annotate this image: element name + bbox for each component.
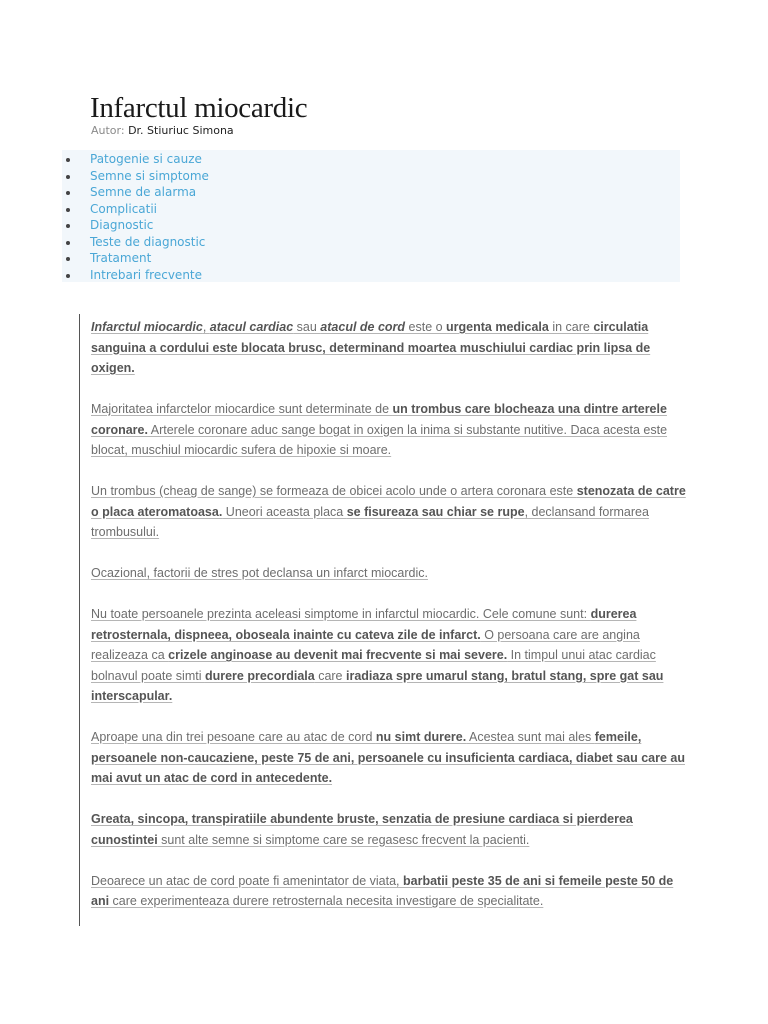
emphasis-run: crizele anginoase au devenit mai frecvente si mai severe. (168, 648, 508, 662)
emphasis-run: femeile, persoanele non-caucaziene, peste 75 de ani, persoanele cu insuficienta cardiaca, diabet sau care au mai avut un atac de cord in antecedente. (91, 730, 685, 785)
text-run: Majoritatea infarctelor miocardice sunt determinate de (91, 402, 393, 416)
text-run: care experimenteaza durere retrosternala necesita investigare de specialitate. (109, 894, 544, 908)
toc-item-label: Diagnostic (90, 218, 154, 232)
text-run: , (202, 320, 210, 334)
emphasis-run: atacul de cord (320, 320, 406, 334)
bullet-icon (66, 274, 70, 278)
emphasis-run: circulatia sanguina a cordului este blocata brusc, determinand moartea muschiului cardiac prin lipsa de oxigen. (91, 320, 651, 375)
toc-item[interactable] (62, 235, 622, 251)
paragraph-link[interactable] (91, 812, 633, 847)
content-left-border (79, 314, 80, 926)
emphasis-run: urgenta medicala (446, 320, 549, 334)
bullet-icon (66, 158, 70, 162)
bullet-icon (66, 257, 70, 261)
table-of-contents (62, 150, 680, 282)
paragraph-link[interactable] (91, 607, 663, 703)
text-run: este o (405, 320, 447, 334)
article-paragraph (91, 809, 687, 850)
toc-item[interactable] (62, 218, 622, 234)
text-run: , declansand formarea trombusului. (91, 504, 649, 539)
bullet-icon (66, 208, 70, 212)
text-run: Un trombus (cheag de sange) se formeaza de obicei acolo unde o artera coronara este (91, 484, 577, 498)
paragraph-link[interactable] (91, 730, 685, 785)
toc-item-label: Teste de diagnostic (90, 234, 206, 249)
toc-item-label: Semne de alarma (90, 185, 197, 199)
emphasis-run: Infarctul miocardic (91, 320, 203, 334)
article-paragraph (91, 317, 687, 379)
article-paragraph (91, 563, 687, 584)
author-name[interactable]: Dr. Stiuriuc Simona (128, 124, 234, 137)
text-run: Aproape una din trei pesoane care au atac de cord (91, 730, 376, 744)
page-title: Infarctul miocardic (90, 92, 308, 124)
toc-item-label: Intrebari frecvente (90, 267, 203, 282)
paragraph-link[interactable] (91, 484, 686, 539)
text-run: Acestea sunt mai ales (466, 730, 595, 744)
paragraph-link[interactable] (91, 402, 667, 457)
text-run: sunt alte semne si simptome care se regasesc frecvent la pacienti. (157, 832, 530, 847)
emphasis-run: nu simt durere. (375, 730, 467, 744)
paragraph-link[interactable] (91, 320, 650, 375)
article-paragraph (91, 604, 687, 707)
toc-item[interactable] (62, 185, 622, 201)
bullet-icon (66, 175, 70, 179)
toc-item[interactable] (62, 152, 622, 168)
article-paragraph (91, 871, 687, 912)
toc-item[interactable] (62, 169, 622, 185)
emphasis-run: iradiaza spre umarul stang, bratul stang, spre gat sau interscapular. (91, 668, 664, 703)
author-label: Autor: (91, 124, 125, 137)
emphasis-run: atacul cardiac (209, 320, 294, 334)
emphasis-run: durere precordiala (204, 668, 315, 683)
emphasis-run: Greata, sincopa, transpiratiile abundente bruste, senzatia de presiune cardiaca si pierderea cunostintei (91, 812, 633, 847)
emphasis-run: un trombus care blocheaza una dintre arterele coronare. (91, 402, 667, 437)
text-run: care (314, 668, 346, 683)
paragraph-link[interactable] (91, 874, 673, 909)
article-paragraph (91, 727, 687, 789)
emphasis-run: barbatii peste 35 de ani si femeile peste 50 de ani (91, 873, 674, 908)
text-run: In timpul unui atac cardiac bolnavul poate simti (91, 648, 656, 683)
bullet-icon (66, 241, 70, 245)
toc-item-label: Semne si simptome (90, 168, 209, 183)
article-paragraph (91, 481, 687, 543)
text-run: Nu toate persoanele prezinta aceleasi simptome in infarctul miocardic. Cele comune sunt: (91, 607, 591, 621)
toc-item-label: Patogenie si cauze (90, 152, 202, 166)
emphasis-run: stenozata de catre o placa ateromatoasa. (91, 484, 686, 519)
toc-item[interactable] (62, 251, 622, 267)
text-run: Arterele coronare aduc sange bogat in oxigen la inima si substante nutitive. Daca acesta este blocat, muschiul miocardic sufera de hipoxie si moare. (91, 422, 668, 457)
toc-item-label: Tratament (90, 251, 152, 265)
bullet-icon (66, 224, 70, 228)
text-run: Deoarece un atac de cord poate fi amenintator de viata, (91, 873, 403, 888)
text-run: in care (548, 320, 594, 334)
toc-item[interactable] (62, 268, 622, 284)
author-line (91, 124, 234, 137)
article-paragraph (91, 399, 687, 461)
text-run: Uneori aceasta placa (222, 504, 347, 519)
bullet-icon (66, 191, 70, 195)
article-body (91, 317, 687, 932)
text-run: O persoana care are angina realizeaza ca (91, 627, 640, 662)
emphasis-run: durerea retrosternala, dispneea, oboseala inainte cu cateva zile de infarct. (91, 607, 637, 642)
text-run: Ocazional, factorii de stres pot declansa un infarct miocardic. (91, 566, 428, 580)
emphasis-run: se fisureaza sau chiar se rupe (346, 504, 525, 519)
toc-item-label: Complicatii (90, 201, 158, 216)
text-run: sau (293, 320, 321, 334)
toc-item[interactable] (62, 202, 622, 218)
paragraph-link[interactable] (91, 566, 428, 580)
